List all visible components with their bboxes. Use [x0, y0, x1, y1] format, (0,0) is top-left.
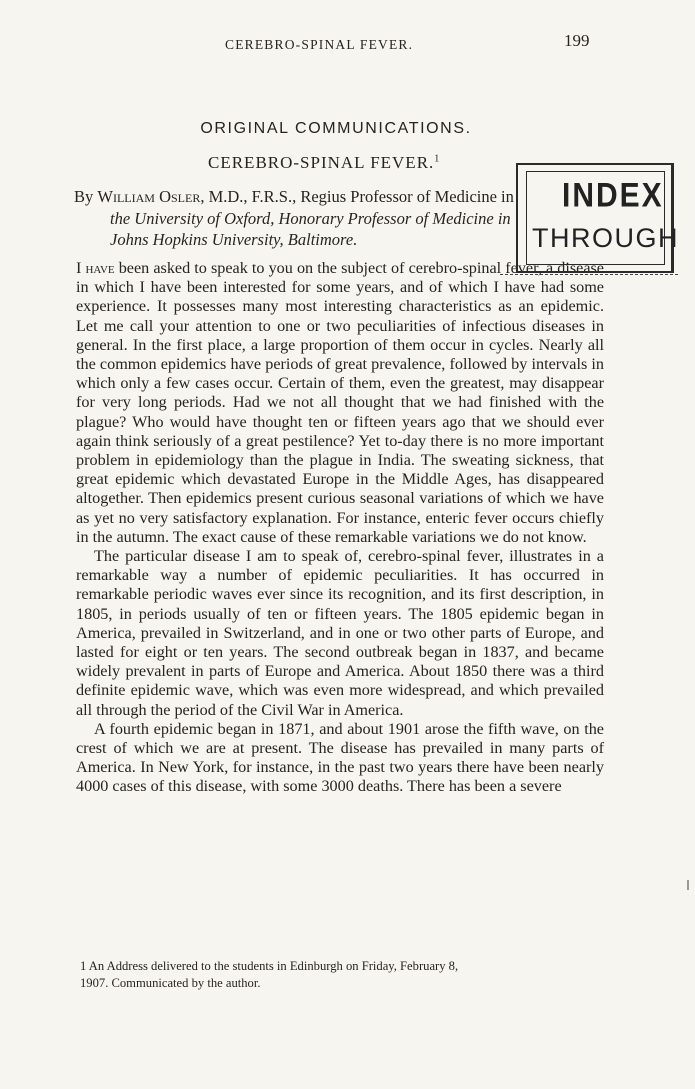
footnote-mark: 1 — [80, 959, 87, 973]
section-heading: ORIGINAL COMMUNICATIONS. — [200, 120, 472, 137]
article-body — [76, 259, 604, 797]
byline-credentials: , M.D., F.R.S., Regius Professor of Medicine in — [200, 187, 514, 206]
stamp-dashed-rule — [500, 274, 678, 275]
footnote-line-2: 1907. Communicated by the author. — [80, 976, 261, 990]
index-through-stamp — [516, 163, 679, 273]
footnote — [80, 958, 604, 992]
stamp-text-index: INDEX — [562, 176, 664, 215]
article-title-text: CEREBRO-SPINAL FEVER. — [208, 153, 435, 172]
page-number: 199 — [564, 31, 590, 50]
title-footnote-mark: 1 — [434, 153, 441, 165]
page-edge-mark — [687, 880, 689, 890]
byline-line-3: Johns Hopkins University, Baltimore. — [110, 230, 358, 249]
footnote-text-1: An Address delivered to the students in Edinburgh on Friday, February 8, — [86, 959, 459, 973]
footnote-line-1 — [80, 958, 604, 975]
byline-line-2: the University of Oxford, Honorary Professor of Medicine in — [110, 208, 511, 228]
paragraph-2: The particular disease I am to speak of, cerebro-spinal fever, illustrates in a remarkable way a number of epidemic peculiarities. It has occurred in remarkable periodic waves ever since its recognition, and its first description, in 1805, in periods usually of ten or fifteen years. The 1805 epidemic began in America, prevailed in Switzerland, and in one or two other parts of Europe, and lasted for eight or ten years. The second outbreak began in 1837, and became widely prevalent in parts of Europe and America. About 1850 there was a third definite epidemic wave, which was even more widespread, and which prevailed all through the period of the Civil War in America. — [76, 547, 604, 719]
paragraph-lead: I have — [76, 259, 115, 277]
running-head: CEREBRO-SPINAL FEVER. — [225, 37, 414, 52]
stamp-text-through: THROUGH — [532, 223, 679, 253]
paragraph-text: been asked to speak to you on the subject of cerebro-spinal fever, a disease in which I have been interested for some years, and of which I have had some experience. It possesses many most interesting characteristics as an epidemic. Let me call your attention to one or two peculiarities of infectious diseases in general. In the first place, a large proportion of them occur in cycles. Nearly all the common epidemics have periods of great prevalence, followed by intervals in which only a few cases occur. Certain of them, even the greatest, may disappear for very long periods. Had we not all thought that we had finished with the plague? Who would have thought ten or fifteen years ago that we should ever again think seriously of a great pestilence? Yet to-day there is no more important problem in epidemiology than the plague in India. The sweating sickness, that great epidemic which devastated Europe in the Middle Ages, has disappeared altogether. Then epidemics present curious seasonal variations of which we have as yet no very satisfactory explanation. For instance, enteric fever occurs chiefly in the autumn. The exact cause of these remarkable variations we do not know. — [76, 259, 604, 546]
paragraph-1 — [76, 259, 604, 547]
byline-by: By — [74, 187, 94, 206]
author-first-name: William — [97, 187, 155, 206]
paragraph-3: A fourth epidemic began in 1871, and about 1901 arose the fifth wave, on the crest of which we are at present. The disease has prevailed in many parts of America. In New York, for instance, in the past two years there have been nearly 4000 cases of this disease, with some 3000 deaths. There has been a severe — [76, 719, 604, 796]
article-title — [208, 153, 440, 173]
author-last-name: Osler — [159, 187, 201, 206]
